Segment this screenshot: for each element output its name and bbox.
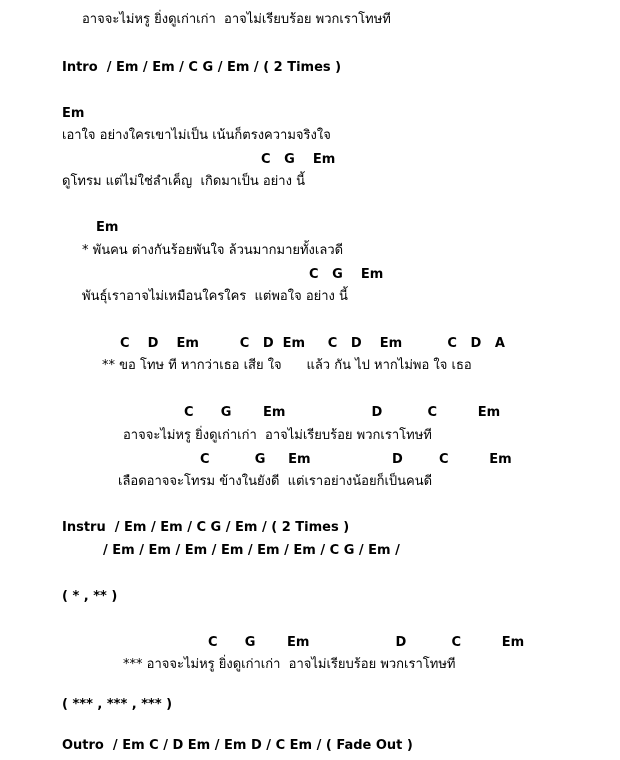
- lyric-line: พันธุ์เราอาจไม่เหมือนใครใคร แต่พอใจ อย่าง นี้: [82, 289, 348, 304]
- chord-line: C G Em D C Em: [200, 452, 512, 467]
- lyric-line: เอาใจ อย่างใครเขาไม่เป็น เน้นก็ตรงความจริงใจ: [62, 128, 331, 143]
- chord-line: Em: [62, 106, 85, 121]
- chord-line: C G Em D C Em: [208, 635, 525, 650]
- lyric-line: อาจจะไม่หรู ยิ่งดูเก่าเก่า อาจไม่เรียบร้อย พวกเราโทษที: [82, 12, 391, 27]
- chord-line: C G Em: [309, 267, 384, 282]
- instru-chord-line: / Em / Em / Em / Em / Em / Em / C G / Em /: [103, 543, 400, 558]
- intro-chord-line: Intro / Em / Em / C G / Em / ( 2 Times ): [62, 60, 342, 75]
- lyric-line: เลือดอาจจะโทรม ข้างในยังดี แต่เราอย่างน้อยก็เป็นคนดี: [118, 474, 433, 489]
- outro-chord-line: Outro / Em C / D Em / Em D / C Em / ( Fade Out ): [62, 738, 413, 753]
- lyric-line: *** อาจจะไม่หรู ยิ่งดูเก่าเก่า อาจไม่เรียบร้อย พวกเราโทษที: [123, 657, 456, 672]
- repeat-marker: ( * , ** ): [62, 589, 118, 604]
- lyric-line: * พันคน ต่างกันร้อยพันใจ ล้วนมากมายทั้งเลวดี: [82, 243, 344, 258]
- repeat-marker: ( *** , *** , *** ): [62, 697, 173, 712]
- lyric-line: ** ขอ โทษ ที หากว่าเธอ เสีย ใจ แล้ว กัน ไป หากไม่พอ ใจ เธอ: [102, 358, 472, 373]
- chord-line: Em: [96, 220, 119, 235]
- chord-line: C D Em C D Em C D Em C D A: [120, 336, 505, 351]
- instru-chord-line: Instru / Em / Em / C G / Em / ( 2 Times ): [62, 520, 350, 535]
- lyric-line: อาจจะไม่หรู ยิ่งดูเก่าเก่า อาจไม่เรียบร้อย พวกเราโทษที: [123, 428, 432, 443]
- lyric-line: ดูโทรม แต่ไม่ใช่ลำเค็ญ เกิดมาเป็น อย่าง นี้: [62, 174, 305, 189]
- chord-line: C G Em: [261, 152, 336, 167]
- chord-line: C G Em D C Em: [184, 405, 501, 420]
